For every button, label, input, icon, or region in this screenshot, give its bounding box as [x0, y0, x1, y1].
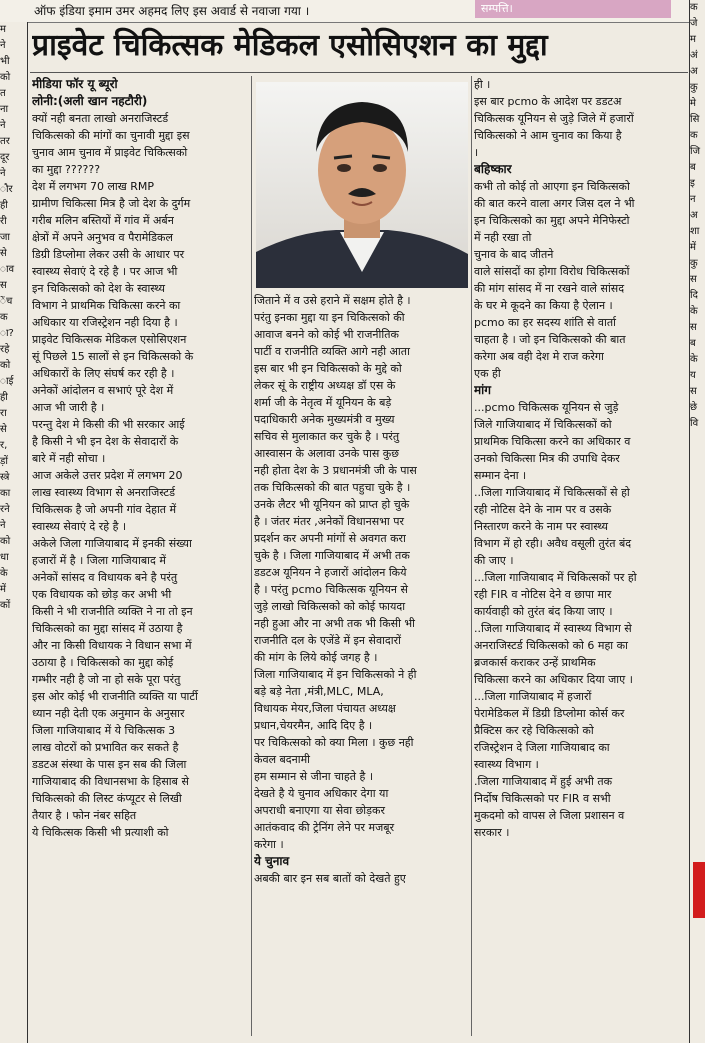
col2-line: आवाज बनने को कोई भी राजनीतिक: [254, 328, 399, 341]
left-fragments-text: स्त्रे: [0, 472, 10, 483]
col2-line: है । परंतु pcmo चिकित्सक यूनियन से: [254, 583, 408, 596]
col3-line: ब्रजकार्स कराकर उन्हें प्राथमिक: [474, 656, 596, 669]
col2-line: तक चिकित्सको की बात पहुचा चुके है ।: [254, 481, 411, 494]
left-fragments-text: से: [0, 248, 7, 259]
col1-line: ध्यान नही देती एक अनुमान के अनुसार: [32, 707, 185, 720]
headline-rule: [30, 72, 688, 73]
right-fragments-text: मे: [690, 98, 696, 109]
col1-line: अकेले जिला गाजियाबाद में इनकी संख्या: [32, 537, 192, 550]
column-3-body: [474, 76, 686, 841]
right-fragments-text: वि: [690, 418, 699, 429]
col1-line: जिला गाजियाबाद में ये चिकित्सक 3: [32, 724, 176, 737]
col3-line: ...pcmo चिकित्सक यूनियन से जुड़े: [474, 401, 619, 414]
col2-line: सचिव से मुलाकात कर चुके है । परंतु: [254, 430, 400, 443]
col3-line: ..जिला गाजियाबाद में स्वास्थ्य विभाग से: [474, 622, 632, 635]
col2-line: परंतु इनका मुद्दा या इन चिकित्सको की: [254, 311, 405, 324]
article-headline: प्राइवेट चिकित्सक मेडिकल एसोसिएशन का मुद्दा: [32, 28, 548, 63]
col1-line: अधिकार या रजिस्ट्रेशन नही दिया है ।: [32, 316, 178, 329]
right-fragments-text: दि: [690, 290, 698, 301]
left-fragments-text: दूर: [0, 152, 10, 163]
col3-line: बहिष्कार: [474, 162, 512, 176]
col1-line: गाजियाबाद की विधानसभा के हिसाब से: [32, 775, 189, 788]
left-fragments-text: ा?: [0, 328, 14, 339]
col1-line: देश में लगभग 70 लाख RMP: [32, 180, 155, 193]
col2-line: जिताने में व उसे हराने में सक्षम होते है ।: [254, 294, 411, 307]
left-fragments-text: धा: [0, 552, 9, 563]
col2-line: है । जंतर मंतर ,अनेकों विधानसभा पर: [254, 515, 405, 528]
col2-line: नही हुआ और ना अभी तक भी किसी भी: [254, 617, 416, 630]
col3-line: में नही रखा तो: [474, 231, 532, 244]
byline-bureau: मीडिया फॉर यू ब्यूरो: [32, 77, 118, 91]
left-fragments-text: ेंच: [0, 296, 13, 307]
col1-line: किसी ने भी राजनीति व्यक्ति ने ना तो इन: [32, 605, 193, 618]
portrait-image: [256, 82, 468, 288]
right-fragments-text: के: [690, 354, 698, 365]
col1-line: डडटअ संस्था के पास इन सब की जिला: [32, 758, 187, 771]
right-fragments-text: के: [690, 306, 698, 317]
col2-line: जिला गाजियाबाद में इन चिकित्सको ने ही: [254, 668, 417, 681]
col3-line: .जिला गाजियाबाद में हुई अभी तक: [474, 775, 613, 788]
col2-line: अबकी बार इन सब बातों को देखते हुए: [254, 872, 406, 885]
col2-line: आस्वासन के अलावा उनके पास कुछ: [254, 447, 399, 460]
col3-line: चिकित्सा करने का अधिकार दिया जाए ।: [474, 673, 633, 686]
col3-line: प्रैक्टिस कर रहे चिकित्सको को: [474, 724, 594, 737]
left-fragments-text: के: [0, 568, 8, 579]
col2-line: अपराधी बनाएगा या सेवा छोड़कर: [254, 804, 385, 817]
col1-line: क्यों नही बनता लाखो अनराजिस्टर्ड: [32, 112, 169, 125]
col2-line: देखते है ये चुनाव अधिकार देगा या: [254, 787, 389, 800]
col3-line: कभी तो कोई तो आएगा इन चिकित्सको: [474, 180, 630, 193]
col2-line: पदाधिकारी अनेक मुख्यमंत्री व मुख्य: [254, 413, 395, 426]
col1-line: लाख वोटरों को प्रभावित कर सकते है: [32, 741, 179, 754]
left-fragments-text: ड़ों: [0, 456, 8, 467]
left-fragments-text: भी: [0, 56, 10, 67]
right-fragments-text: क: [690, 130, 698, 141]
right-fragments-text: अ: [690, 66, 698, 77]
col2-line: की मांग के लिये कोई जगह है ।: [254, 651, 378, 664]
col2-line: आतंकवाद की ट्रेनिंग लेने पर मजबूर: [254, 821, 395, 834]
col1-line: चिकित्सको की लिस्ट कंप्यूटर से लिखी: [32, 792, 182, 805]
col2-line: पर चिकित्सको को क्या मिला । कुछ नही: [254, 736, 414, 749]
col3-line: निस्तारण करने के नाम पर स्वास्थ्य: [474, 520, 608, 533]
col1-line: अधिकारों के लिए संघर्ष कर रही है ।: [32, 367, 175, 380]
left-fragments-text: त: [0, 88, 6, 99]
col3-line: एक ही: [474, 367, 501, 380]
left-fragments-text: ने: [0, 168, 6, 179]
col1-line: चिकित्सको की मांगों का चुनावी मुद्दा इस: [32, 129, 190, 142]
col2-line: करेगा ।: [254, 838, 284, 851]
col1-line: इस ओर कोई भी राजनीति व्यक्ति या पार्टी: [32, 690, 198, 703]
col3-line: चुनाव के बाद जीतने: [474, 248, 554, 261]
col1-line: उठाया है । चिकित्सको का मुद्दा कोई: [32, 656, 174, 669]
col2-line: ये चुनाव: [254, 854, 290, 868]
right-fragments-text: अं: [690, 50, 698, 61]
col2-line: प्रधान,चेयरमैन, आदि दिए है ।: [254, 719, 373, 732]
col2-line: हम सम्मान से जीना चाहते है ।: [254, 770, 374, 783]
col2-line: जुड़े लाखो चिकित्सको को कोई फायदा: [254, 600, 406, 613]
col1-line: प्राइवेट चिकित्सक मेडिकल एसोसिएशन: [32, 333, 187, 346]
right-fragments-text: म: [690, 34, 696, 45]
col1-line: अनेकों आंदोलन व सभाएं पूरे देश में: [32, 384, 174, 397]
col1-line: चुनाव आम चुनाव में प्राइवेट चिकित्सको: [32, 146, 188, 159]
col3-line: विभाग में हो रही। अवैध वसूली तुरंत बंद: [474, 537, 632, 550]
left-fragments-text: में: [0, 584, 6, 595]
col3-line: ...जिला गाजियाबाद में हजारों: [474, 690, 592, 703]
right-fragments-text: ब: [690, 338, 696, 349]
right-fragments-text: य: [690, 370, 696, 381]
left-fragments-text: ही: [0, 392, 8, 403]
col3-line: पेरामेडिकल में डिग्री डिप्लोमा कोर्स कर: [474, 707, 625, 720]
col3-line: ही ।: [474, 78, 491, 91]
col1-line: चिकित्सको का मुद्दा सांसद में उठाया है: [32, 622, 183, 635]
col3-line: सम्मान देना ।: [474, 469, 527, 482]
right-fragments-text: अ: [690, 210, 698, 221]
adjacent-red-box: [693, 862, 705, 918]
col3-line: रही FIR व नोटिस देने व छापा मार: [474, 588, 612, 601]
col3-line: चाहता है । जो इन चिकित्सको की बात: [474, 333, 626, 346]
right-fragments-text: जे: [690, 18, 698, 29]
right-fragments-text: न: [690, 194, 696, 205]
byline-location: लोनी:(अली खान नहटौरी): [32, 94, 148, 108]
left-fragments-text: ाई: [0, 376, 14, 387]
left-fragments-text: ही: [0, 200, 8, 211]
left-fragments-text: री: [0, 216, 7, 227]
col3-line: चिकित्सक यूनियन से जुड़े जिले में हजारों: [474, 112, 634, 125]
right-fragments-text: सि: [690, 114, 700, 125]
col3-line: इन चिकित्सको का मुद्दा अपने मेनिफेस्टो: [474, 214, 630, 227]
previous-article-text: ऑफ इंडिया इमाम उमर अहमद लिए इस अवार्ड से नवाजा गया ।: [34, 4, 310, 18]
col1-line: तैयार है । फोन नंबर सहित: [32, 809, 137, 822]
col2-line: इस बार भी इन चिकित्सको के मुद्दे को: [254, 362, 402, 375]
col1-line: बारे में नही सोचा ।: [32, 452, 106, 465]
col3-line: सरकार ।: [474, 826, 510, 839]
col3-line: कार्यवाही को तुरंत बंद किया जाए ।: [474, 605, 613, 618]
col1-line: अनेकों सांसद व विधायक बने है परंतु: [32, 571, 178, 584]
left-fragments-text: को: [0, 360, 11, 371]
right-fragments-text: स: [690, 386, 697, 397]
col3-line: प्राथमिक चिकित्सा करने का अधिकार व: [474, 435, 631, 448]
col2-line: नही होता देश के 3 प्रधानमंत्री जी के पास: [254, 464, 417, 477]
right-fragments-text: क: [690, 2, 698, 13]
col1-line: गम्भीर नही है जो ना हो सके पूरा परंतु: [32, 673, 181, 686]
col1-line: आज अकेले उत्तर प्रदेश में लगभग 20: [32, 469, 183, 482]
left-fragments-text: से: [0, 424, 7, 435]
col3-line: की मांग सांसद में ना रखने वाले सांसद: [474, 282, 625, 295]
col1-line: स्वास्थ्य सेवाएं दे रहे है । पर आज भी: [32, 265, 178, 278]
col3-line: मांग: [474, 383, 492, 397]
left-fragments-text: तर: [0, 136, 10, 147]
col1-line: ये चिकित्सक किसी भी प्रत्याशी को: [32, 826, 169, 839]
col3-line: ।: [474, 146, 479, 159]
col2-line: डडटअ यूनियन ने हजारों आंदोलन किये: [254, 566, 407, 579]
col1-line: का मुद्दा ??????: [32, 163, 101, 176]
col2-line: शर्मा जी के नेतृत्व में यूनियन के बड़े: [254, 396, 392, 409]
left-fragments-text: रहे: [0, 344, 10, 355]
left-adjacent-column: [0, 22, 28, 1043]
left-fragments-text: रने: [0, 504, 10, 515]
left-fragments-text: ौर: [0, 184, 13, 195]
left-fragments-text: र,: [0, 440, 8, 451]
col1-line: गरीब मलिन बस्तियों में गांव में अर्बन: [32, 214, 174, 227]
col1-line: परन्तु देश मे किसी की भी सरकार आई: [32, 418, 185, 431]
col3-line: मुकदमो को वापस ले जिला प्रशासन व: [474, 809, 625, 822]
col3-line: निर्दोष चिकित्सको पर FIR व सभी: [474, 792, 611, 805]
left-fragments-text: को: [0, 72, 11, 83]
col1-line: क्षेत्रों में अपने अनुभव व पैरामेडिकल: [32, 231, 173, 244]
col3-line: की बात करने वाला अगर जिस दल ने भी: [474, 197, 635, 210]
col3-line: रजिस्ट्रेशन दे जिला गाजियाबाद का: [474, 741, 610, 754]
column-divider-2: [471, 76, 472, 1036]
col2-line: उनके लैटर भी यूनियन को प्राप्त हो चुके: [254, 498, 410, 511]
left-fragments-text: ने: [0, 520, 6, 531]
left-fragments-text: कों: [0, 600, 11, 611]
col1-line: ग्रामीण चिकित्सा मित्र है जो देश के दुर्गम: [32, 197, 191, 210]
column-divider-1: [251, 76, 252, 1036]
col2-line: बड़े बड़े नेता ,मंत्री,MLC, MLA,: [254, 685, 384, 698]
col2-line: प्रदर्शन कर अपनी मांगों से अवगत करा: [254, 532, 406, 545]
col3-line: जिले गाजियाबाद में चिकित्सकों को: [474, 418, 612, 431]
right-fragments-text: ब: [690, 162, 696, 173]
right-fragments-text: कु: [690, 82, 698, 93]
right-fragments-text: में: [690, 242, 696, 253]
col2-line: केवल बदनामी: [254, 753, 311, 766]
right-fragments-text: जि: [690, 146, 701, 157]
previous-article-strip: [0, 0, 705, 23]
col3-line: स्वास्थ्य विभाग ।: [474, 758, 539, 771]
right-fragments-text: शा: [690, 226, 700, 237]
col3-line: के घर मे कूदने का किया है ऐलान ।: [474, 299, 613, 312]
col2-line: लेकर सूं के राष्ट्रीय अध्यक्ष डॉ एस के: [254, 379, 396, 392]
column-1: [32, 76, 250, 841]
col2-line: राजनीति दल के एजेंडे में इन सेवादारों: [254, 634, 401, 647]
col1-line: स्वास्थ्य सेवाएं दे रहे है ।: [32, 520, 127, 533]
column-1-body: [32, 110, 250, 841]
left-fragments-text: का: [0, 488, 11, 499]
col1-line: और ना किसी विधायक ने विधान सभा में: [32, 639, 192, 652]
col3-line: उनको चिकित्सा मित्र की उपाधि देकर: [474, 452, 620, 465]
col3-line: इस बार pcmo के आदेश पर डडटअ: [474, 95, 622, 108]
col1-line: डिग्री डिप्लोमा लेकर उसी के आधार पर: [32, 248, 185, 261]
col2-line: पार्टी व राजनीति व्यक्ति आगे नही आता: [254, 345, 410, 358]
left-fragments-text: स: [0, 280, 7, 291]
col1-line: चिकित्सक है जो अपनी गांव देहात में: [32, 503, 177, 516]
right-fragments-text: छे: [690, 402, 698, 413]
col2-line: चुके है । जिला गाजियाबाद में अभी तक: [254, 549, 410, 562]
col1-line: विभाग ने प्राथमिक चिकित्सा करने का: [32, 299, 181, 312]
col1-line: हजारों में है । जिला गाजियाबाद में: [32, 554, 166, 567]
left-fragments-text: ने: [0, 40, 6, 51]
col3-line: रही नोटिस देने के नाम पर व उसके: [474, 503, 612, 516]
left-fragments-text: म: [0, 24, 6, 35]
right-fragments-text: इ: [690, 178, 695, 189]
left-fragments-text: को: [0, 536, 11, 547]
col2-line: विधायक मेयर,जिला पंचायत अध्यक्ष: [254, 702, 396, 715]
author-photo: [256, 82, 468, 288]
col3-line: ...जिला गाजियाबाद में चिकित्सकों पर हो: [474, 571, 637, 584]
right-fragments-text: स: [690, 322, 697, 333]
left-fragments-text: ाव: [0, 264, 15, 275]
col3-line: करेगा अब वही देश मे राज करेगा: [474, 350, 604, 363]
left-fragments-text: ने: [0, 120, 6, 131]
left-fragments-text: जा: [0, 232, 11, 243]
left-fragments-text: क: [0, 312, 8, 323]
col1-line: लाख स्वास्थ्य विभाग से अनराजिस्टर्ड: [32, 486, 175, 499]
col1-line: इन चिकित्सको को देश के स्वास्थ्य: [32, 282, 165, 295]
col3-line: ..जिला गाजियाबाद में चिकित्सकों से हो: [474, 486, 630, 499]
right-fragments-text: स: [690, 274, 697, 285]
adjacent-ad-tag: सम्पत्ति।: [475, 0, 671, 18]
left-fragments-text: रा: [0, 408, 7, 419]
col3-line: की जाए ।: [474, 554, 514, 567]
right-fragments-text: कु: [690, 258, 698, 269]
column-2-body: [254, 292, 469, 887]
left-fragments-text: ना: [0, 104, 9, 115]
col3-line: वाले सांसदों का होगा विरोध चिकित्सकों: [474, 265, 630, 278]
col1-line: एक विधायक को छोड़ कर अभी भी: [32, 588, 172, 601]
col1-line: सूं पिछले 15 सालों से इन चिकित्सको के: [32, 350, 194, 363]
col1-line: आज भी जारी है ।: [32, 401, 105, 414]
col3-line: चिकित्सको ने आम चुनाव का किया है: [474, 129, 622, 142]
col3-line: pcmo का हर सदस्य शांति से वार्ता: [474, 316, 616, 329]
col1-line: है किसी ने भी इन देश के सेवादारों के: [32, 435, 179, 448]
col3-line: अनराजिस्टर्ड चिकित्सको को 6 महा का: [474, 639, 628, 652]
